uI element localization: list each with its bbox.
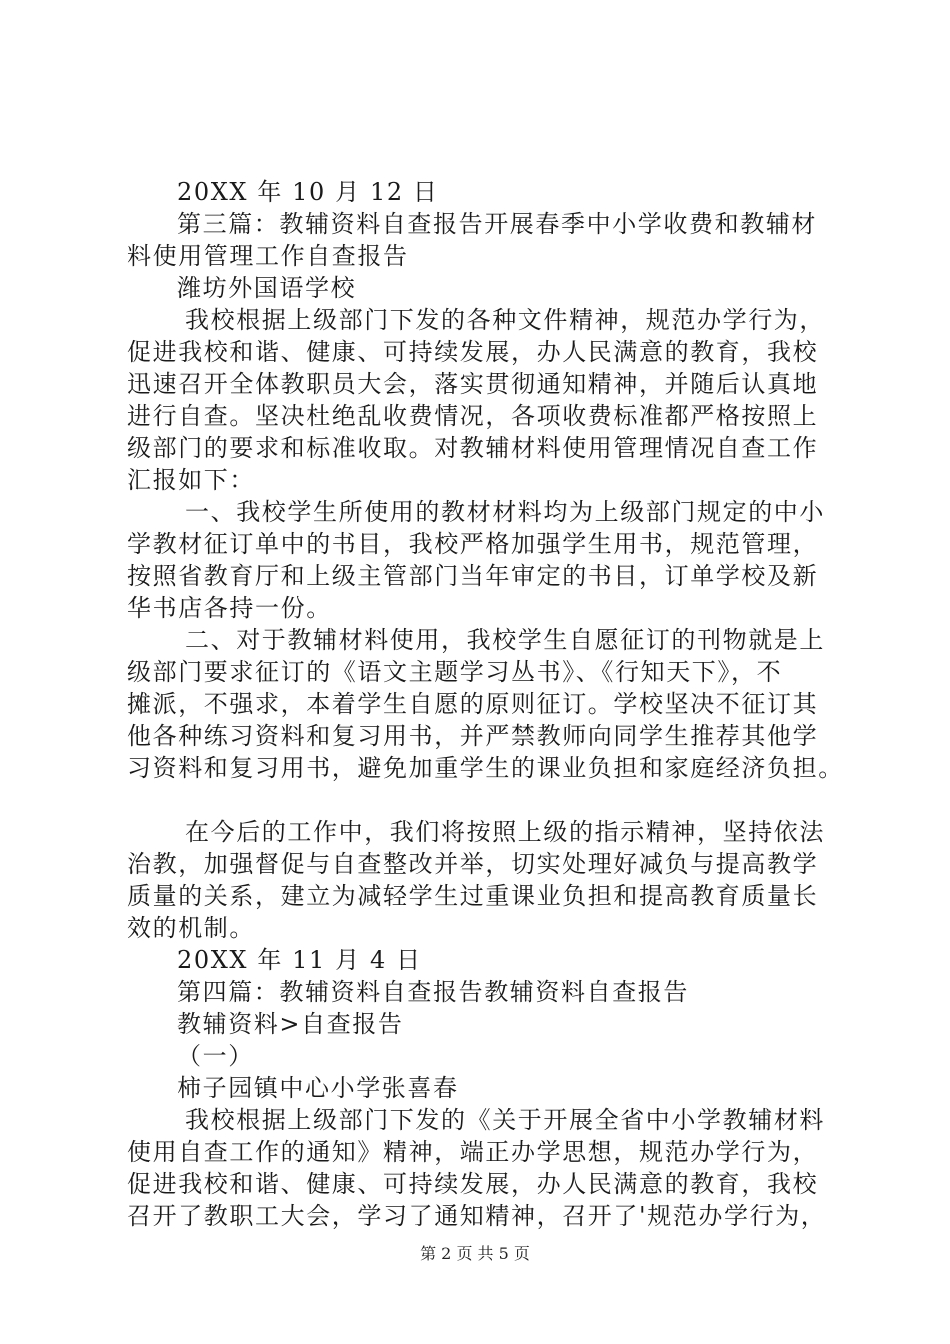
text-line: 习资料和复习用书，避免加重学生的课业负担和家庭经济负担。 <box>127 754 844 782</box>
text-line: 质量的关系，建立为减轻学生过重课业负担和提高教育质量长 <box>127 882 819 910</box>
text-line: 潍坊外国语学校 <box>177 274 357 302</box>
text-line: 学教材征订单中的书目，我校严格加强学生用书，规范管理， <box>127 530 819 558</box>
text-line: 20XX 年 11 月 4 日 <box>177 946 422 974</box>
text-line: 第三篇：教辅资料自查报告开展春季中小学收费和教辅材 <box>177 210 817 238</box>
text-line: 级部门的要求和标准收取。对教辅材料使用管理情况自查工作 <box>127 434 819 462</box>
text-line: 20XX 年 10 月 12 日 <box>177 178 439 206</box>
text-line: 华书店各持一份。 <box>127 594 332 622</box>
text-line: 按照省教育厅和上级主管部门当年审定的书目，订单学校及新 <box>127 562 819 590</box>
text-line: 我校根据上级部门下发的各种文件精神，规范办学行为， <box>185 306 825 334</box>
page-footer: 第 2 页 共 5 页 <box>420 1244 530 1263</box>
text-line: 教辅资料>自查报告 <box>177 1010 404 1038</box>
text-line: 促进我校和谐、健康、可持续发展，办人民满意的教育，我校 <box>127 1170 819 1198</box>
text-line: （一） <box>177 1042 254 1070</box>
text-line: 柿子园镇中心小学张喜春 <box>177 1074 459 1102</box>
text-line: 召开了教职工大会，学习了通知精神，召开了'规范办学行为， <box>127 1202 827 1230</box>
text-line: 一、我校学生所使用的教材材料均为上级部门规定的中小 <box>185 498 825 526</box>
text-line: 效的机制。 <box>127 914 255 942</box>
text-line: 摊派，不强求，本着学生自愿的原则征订。学校坚决不征订其 <box>127 690 819 718</box>
text-line: 进行自查。坚决杜绝乱收费情况，各项收费标准都严格按照上 <box>127 402 819 430</box>
text-line: 他各种练习资料和复习用书，并严禁教师向同学生推荐其他学 <box>127 722 819 750</box>
text-line: 级部门要求征订的《语文主题学习丛书》、《行知天下》，不 <box>127 658 783 686</box>
text-line <box>127 784 843 816</box>
text-line: 料使用管理工作自查报告 <box>127 242 409 270</box>
text-line: 我校根据上级部门下发的《关于开展全省中小学教辅材料 <box>185 1106 825 1134</box>
document-body <box>127 176 843 1232</box>
text-line: 迅速召开全体教职员大会，落实贯彻通知精神，并随后认真地 <box>127 370 819 398</box>
text-line: 二、对于教辅材料使用，我校学生自愿征订的刊物就是上 <box>185 626 825 654</box>
text-line: 第四篇：教辅资料自查报告教辅资料自查报告 <box>177 978 689 1006</box>
text-line: 促进我校和谐、健康、可持续发展，办人民满意的教育，我校 <box>127 338 819 366</box>
text-line: 在今后的工作中，我们将按照上级的指示精神，坚持依法 <box>185 818 825 846</box>
text-line: 使用自查工作的通知》精神，端正办学思想，规范办学行为， <box>127 1138 819 1166</box>
text-line: 汇报如下： <box>127 466 255 494</box>
text-line: 治教，加强督促与自查整改并举，切实处理好减负与提高教学 <box>127 850 819 878</box>
